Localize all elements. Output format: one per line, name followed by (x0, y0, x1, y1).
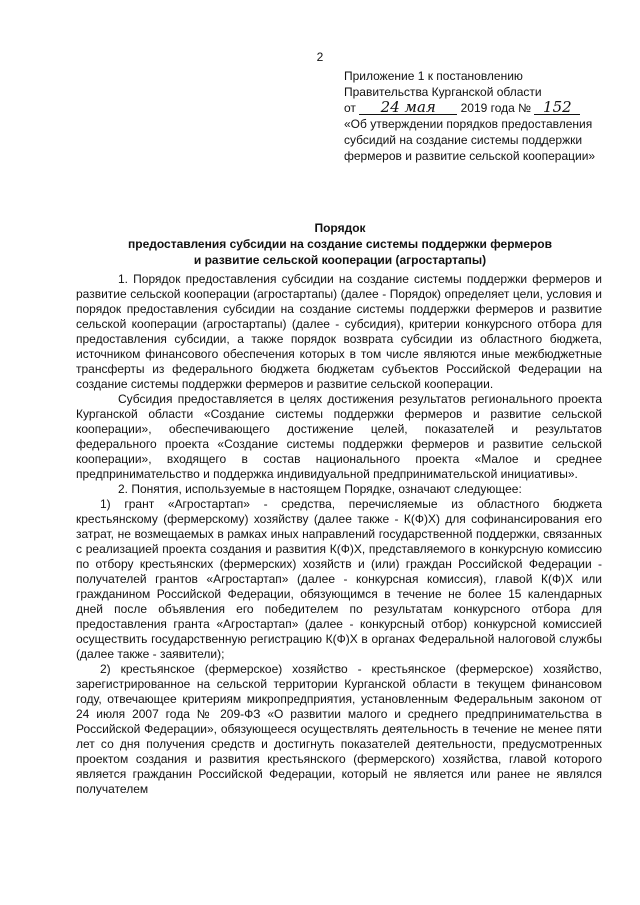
date-prefix: от (344, 101, 356, 115)
handwritten-number: 152 (534, 101, 580, 115)
paragraph-4: 1) грант «Агростартап» - средства, перечисляемые из областного бюджета крестьянскому (фермерскому) хозяйству (далее также - К(Ф)Х) для софинансирования его затрат, не возмещаемых в рамках иных направлений государственной поддержки, связанных с реализацией проекта создания и развития К(Ф)Х, представляемого в конкурсную комиссию по отбору крестьянских (фермерских) хозяйств и (или) граждан Российской Федерации - получателей грантов «Агростартап» (далее - конкурсная комиссия), главой К(Ф)Х или гражданином Российской Федерации, обязующимся в течение не более 15 календарных дней после объявления его победителем по результатам конкурсного отбора для предоставления гранта «Агростартап» (далее - конкурсный отбор) конкурсной комиссией осуществить государственную регистрацию К(Ф)Х в органах Федеральной налоговой службы (далее также - заявители); (76, 497, 602, 661)
page-number: 2 (316, 50, 324, 64)
document-title (30, 220, 640, 268)
appendix-line-1: Приложение 1 к постановлению (344, 69, 523, 83)
paragraph-5: 2) крестьянское (фермерское) хозяйство - крестьянское (фермерское) хозяйство, зарегистрированное на сельской территории Курганской области в текущем финансовом году, отвечающее критериям микропредприятия, установленным Федеральным законом от 24 июля 2007 года № 209-ФЗ «О развитии малого и среднего предпринимательства в Российской Федерации», обязующееся осуществлять деятельность в течение не менее пяти лет со дня получения средств и достигнуть показателей деятельности, предусмотренных проектом создания и развития крестьянского (фермерского) хозяйства, главой которого является гражданин Российской Федерации, который не является или ранее не являлся получателем (76, 662, 602, 796)
appendix-date-line (344, 100, 624, 116)
year-text: 2019 года № (460, 101, 532, 115)
title-line-1: Порядок (314, 221, 366, 235)
handwritten-date: 24 мая (359, 101, 457, 115)
appendix-line-2: Правительства Курганской области (344, 85, 542, 99)
title-line-2: предоставления субсидии на создание системы поддержки фермеров (127, 237, 552, 251)
appendix-subject: «Об утверждении порядков предоставления субсидий на создание системы поддержки фермеров и развитие сельской кооперации» (344, 117, 596, 163)
document-body (76, 272, 602, 797)
paragraph-1: 1. Порядок предоставления субсидии на создание системы поддержки фермеров и развитие сельской кооперации (агростартапы) (далее - Порядок) определяет цели, условия и порядок предоставления субсидии на создание системы поддержки фермеров и развитие сельской кооперации (агростартапы) (далее - субсидия), критерии конкурсного отбора для предоставления субсидии, а также порядок возврата субсидии из областного бюджета, источником финансового обеспечения которых в том числе являются иные межбюджетные трансферты из федерального бюджета бюджетам субъектов Российской Федерации на создание системы поддержки фермеров и развитие сельской кооперации. (76, 272, 602, 391)
paragraph-3: 2. Понятия, используемые в настоящем Порядке, означают следующее: (118, 482, 522, 496)
paragraph-2: Субсидия предоставляется в целях достижения результатов регионального проекта Курганской области «Создание системы поддержки фермеров и развитие сельской кооперации», обеспечивающего достижение целей, показателей и результатов федерального проекта «Создание системы поддержки фермеров и развитие сельской кооперации», входящего в состав национального проекта «Малое и среднее предпринимательство и поддержка индивидуальной предпринимательской инициативы». (76, 392, 602, 481)
title-line-3: и развитие сельской кооперации (агростартапы) (193, 253, 487, 267)
appendix-block (344, 68, 624, 164)
